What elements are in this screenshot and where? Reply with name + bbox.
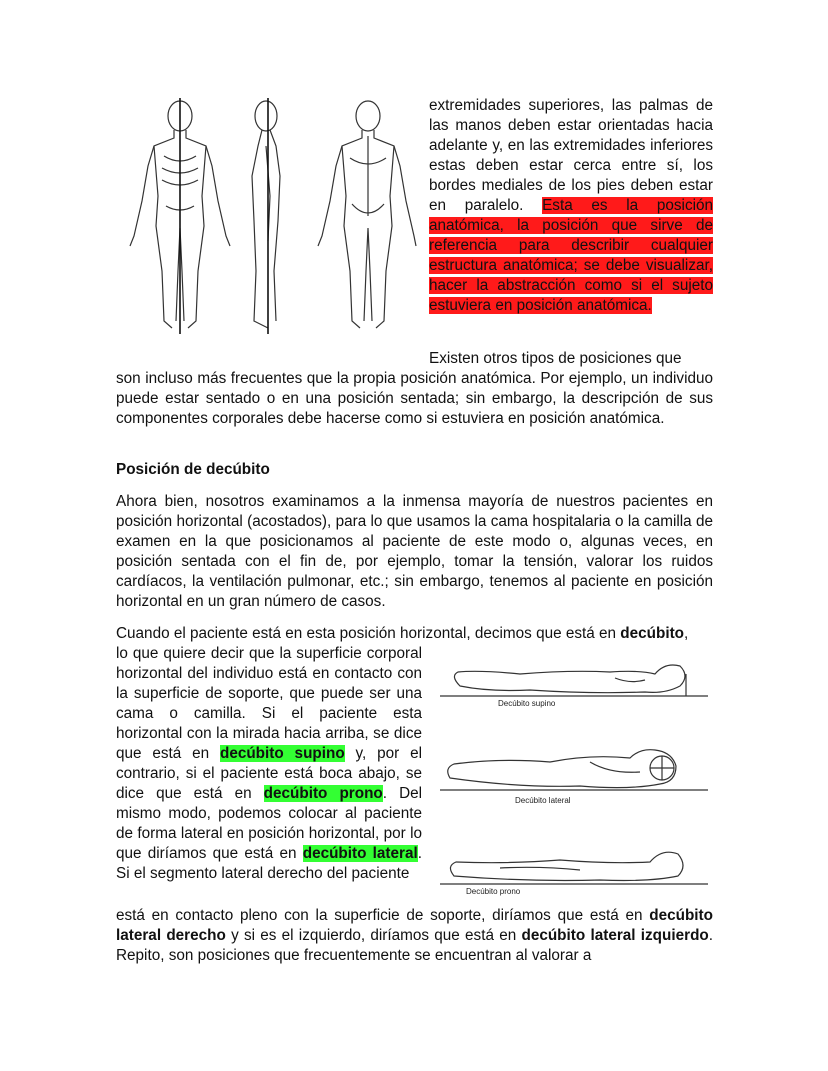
caption-supino: Decúbito supino [498,699,556,708]
decubito-lateral-derecho-term: decúbito lateral derecho [116,907,713,944]
para4-col-a: lo que quiere decir que la superficie corporal horizontal del individuo está en contacto con la superficie de soporte, que puede ser una cama o camilla. Si el paciente esta horizontal con la mirada hacia arriba, se dice que está en [116,645,422,762]
intro-paragraph [429,96,713,316]
intro-text: extremidades superiores, las palmas de las manos deben estar orientadas hacia adelante y, en las extremidades inferiores estas deben estar cerca entre sí, los bordes mediales de los pies deben estar en paralelo. [429,97,713,214]
lateral-figure [440,750,708,790]
para4-col-c: . Del mismo modo, podemos colocar al paciente de forma lateral en posición horizontal, por lo que diríamos que está en [116,785,423,862]
para4-lead [116,624,716,644]
para4-column [116,644,422,884]
decubito-lateral-izquierdo-term: decúbito lateral izquierdo [521,927,709,944]
section-heading: Posición de decúbito [116,461,270,478]
para4-tail-a: está en contacto pleno con la superficie de soporte, diríamos que está en [116,907,643,924]
decubito-term: decúbito [620,625,685,642]
para2-first-line [429,349,713,369]
decubito-supino-term: decúbito supino [219,745,345,762]
decubito-prono-term: decúbito prono [263,785,383,802]
anatomical-position-highlight: Esta es la posición anatómica, la posición que sirve de referencia para describir cualquier estructura anatómica; se debe visualizar, hacer la abstracción como si el sujeto estuviera en posición anatómica. [429,197,714,314]
prone-figure [440,852,708,884]
para4-tail [116,906,713,966]
para4-col-b: y, por el contrario, si el paciente está boca abajo, se dice que está en [116,745,423,802]
para3 [116,492,713,612]
para4-col-d: . Si el segmento lateral derecho del paciente [116,845,422,882]
anatomical-position-figures [128,96,418,336]
para2-rest-text: son incluso más frecuentes que la propia posición anatómica. Por ejemplo, un individuo puede estar sentado o en una posición sentada; sin embargo, la descripción de sus componentes corporales debe hacerse como si estuviera en posición anatómica. [116,370,713,427]
para4-tail-d: . Repito, son posiciones que frecuentemente se encuentran al valorar a [116,927,714,964]
supine-figure [440,665,708,696]
side-view-figure [252,101,280,328]
para2-first-text: Existen otros tipos de posiciones que [429,350,682,367]
back-view-figure [318,101,416,328]
decubito-lateral-term: decúbito lateral [302,845,418,862]
caption-prono: Decúbito prono [466,887,521,896]
para4-lead-comma: , [684,625,689,642]
caption-lateral: Decúbito lateral [515,796,571,805]
decubitus-figures [440,650,708,900]
para4-tail-c: y si es el izquierdo, diríamos que está en [231,927,517,944]
para4-lead-text: Cuando el paciente está en esta posición horizontal, decimos que está en [116,625,617,642]
para2-rest [116,369,713,429]
para3-text: Ahora bien, nosotros examinamos a la inmensa mayoría de nuestros pacientes en posición horizontal (acostados), para lo que usamos la cama hospitalaria o la camilla de examen en la que posicionamos al paciente de este modo o, algunas veces, en posición sentada con el fin de, por ejemplo, tomar la tensión, valorar los ruidos cardíacos, la ventilación pulmonar, etc.; sin embargo, tenemos al paciente en posición horizontal en un gran número de casos. [116,493,713,610]
